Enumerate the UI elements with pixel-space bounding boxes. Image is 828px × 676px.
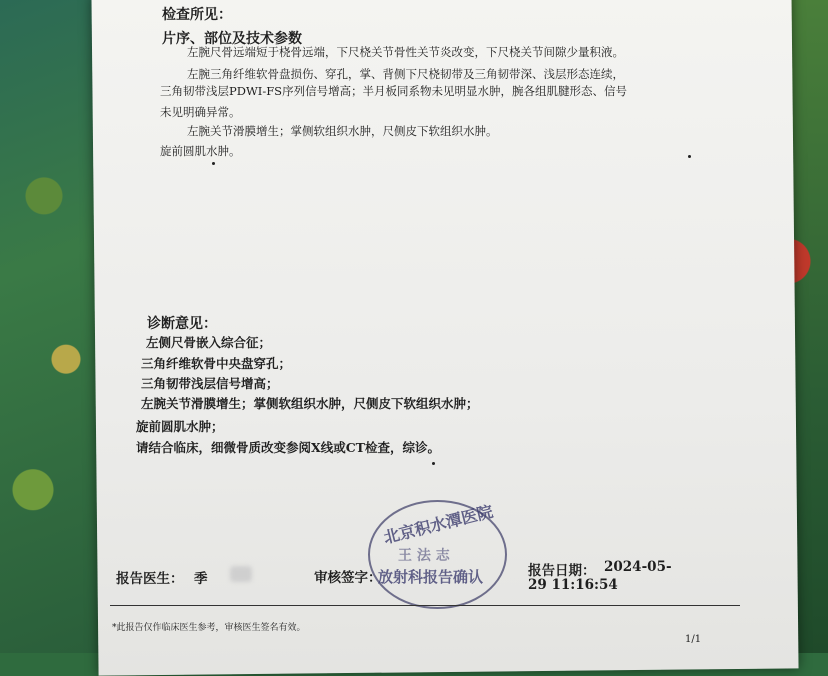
diagnosis-line: 左侧尺骨嵌入综合征； [146, 335, 272, 350]
footer-divider [110, 605, 740, 606]
findings-subheading: 片序、部位及技术参数 [162, 31, 302, 47]
diagnosis-line: 三角纤维软骨中央盘穿孔； [141, 356, 292, 371]
speck [688, 155, 691, 158]
findings-line: 左腕关节滑膜增生；掌侧软组织水肿，尺侧皮下软组织水肿。 [187, 124, 498, 138]
redacted-name-blur [230, 566, 252, 582]
report-date-value-line1: 2024-05- [604, 559, 672, 575]
diagnosis-line: 左腕关节滑膜增生；掌侧软组织水肿，尺侧皮下软组织水肿； [141, 396, 479, 411]
findings-line: 未见明确异常。 [160, 105, 241, 119]
speck [212, 162, 215, 165]
findings-heading: 检查所见： [162, 7, 232, 23]
stamp-middle-text: 王 法 志 [398, 548, 450, 564]
report-doctor-label: 报告医生： [116, 571, 184, 587]
reviewer-label: 审核签字： [314, 570, 382, 586]
stamp-top-text: 北京积水潭医院 [381, 501, 495, 548]
diagnosis-line: 请结合临床，细微骨质改变参阅X线或CT检查，综诊。 [136, 440, 440, 455]
report-date-value-line2: 29 11:16:54 [528, 577, 618, 593]
speck [432, 462, 435, 465]
findings-line: 旋前圆肌水肿。 [160, 144, 241, 158]
diagnosis-line: 三角韧带浅层信号增高； [141, 376, 279, 391]
findings-line: 左腕尺骨远端短于桡骨远端，下尺桡关节骨性关节炎改变，下尺桡关节间隙少量积液。 [187, 45, 624, 59]
footer-note: *此报告仅作临床医生参考，审核医生签名有效。 [112, 623, 306, 633]
report-doctor-name: 季 [194, 571, 208, 587]
diagnosis-heading: 诊断意见： [147, 316, 217, 332]
report-date-label: 报告日期： [528, 563, 596, 579]
stamp-bottom-text: 放射科报告确认 [378, 568, 484, 586]
findings-line: 左腕三角纤维软骨盘损伤、穿孔，掌、背侧下尺桡韧带及三角韧带深、浅层形态连续， [187, 67, 624, 81]
findings-line: 三角韧带浅层PDWI-FS序列信号增高；半月板同系物未见明显水肿，腕各组肌腱形态、信号 [160, 84, 628, 98]
page-number: 1/1 [685, 634, 702, 645]
diagnosis-line: 旋前圆肌水肿； [136, 419, 224, 434]
